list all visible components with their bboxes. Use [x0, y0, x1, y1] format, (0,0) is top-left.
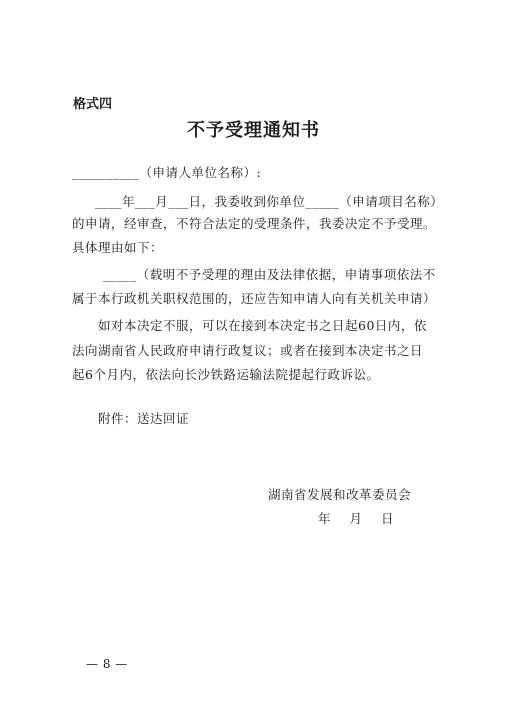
date-line: 年 月 日	[318, 511, 394, 526]
paragraph-3-line-1: 如对本决定不服，可以在接到本决定书之日起60日内，依	[98, 318, 427, 333]
paragraph-1-line-3: 具体理由如下：	[72, 240, 164, 255]
paragraph-1-line-2: 的申请，经审查，不符合法定的受理条件，我委决定不予受理。	[72, 216, 437, 231]
applicant-line: __________（申请人单位名称）:	[72, 165, 262, 180]
paragraph-3-line-2: 法向湖南省人民政府申请行政复议；或者在接到本决定书之日	[72, 343, 424, 358]
page-number: — 8 —	[86, 657, 128, 671]
paragraph-2-line-2: 属于本行政机关职权范围的，还应告知申请人向有关机关申请）	[72, 291, 437, 306]
document-title: 不予受理通知书	[187, 120, 320, 141]
format-label: 格式四	[73, 97, 113, 112]
paragraph-1-line-1: ____年___月___日，我委收到你单位_____（申请项目名称）	[95, 194, 444, 209]
issuing-organization: 湖南省发展和改革委员会	[268, 487, 412, 502]
attachment-line: 附件：送达回证	[98, 411, 190, 426]
paragraph-3-line-3: 起6个月内，依法向长沙铁路运输法院提起行政诉讼。	[72, 367, 380, 382]
paragraph-2-line-1: _____（载明不予受理的理由及法律依据，申请事项依法不	[103, 267, 436, 282]
